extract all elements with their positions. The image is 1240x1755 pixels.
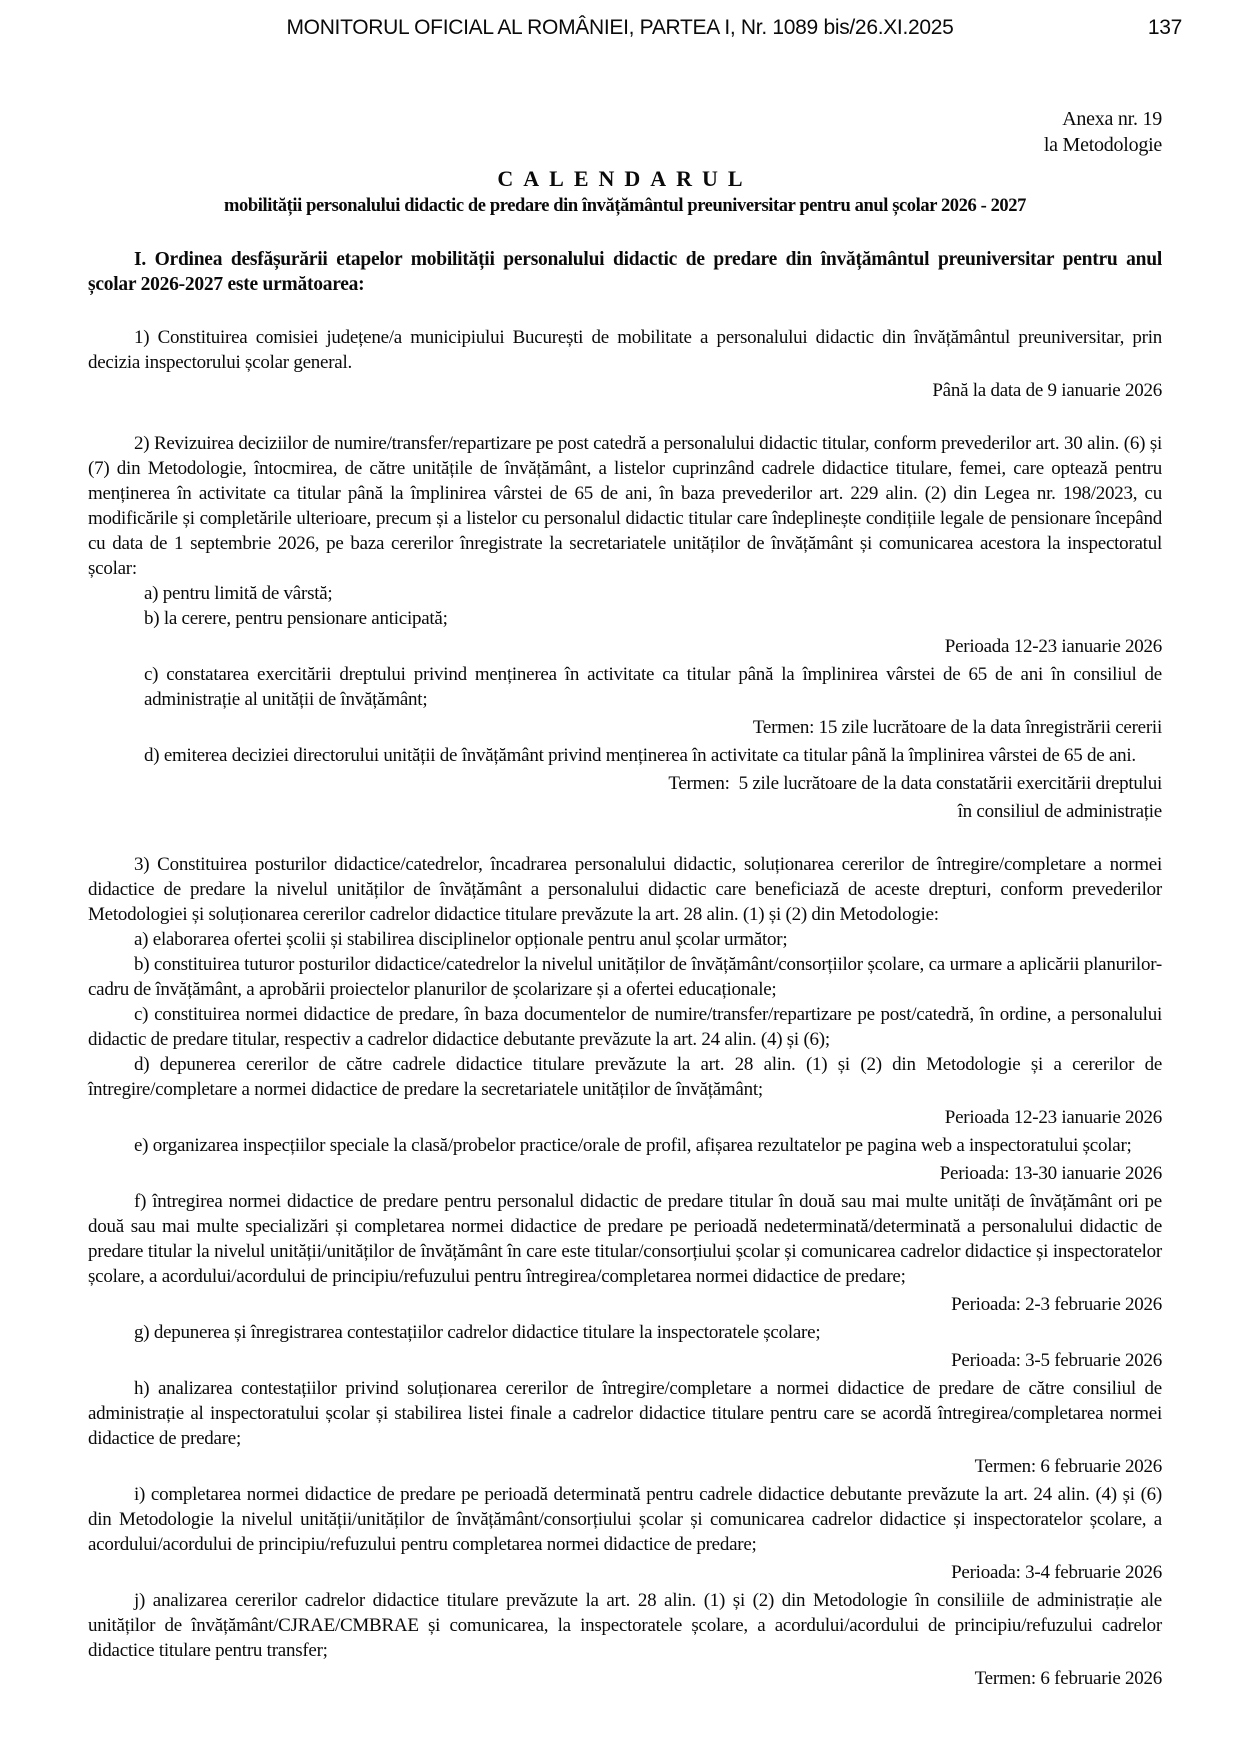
list-item: a) elaborarea ofertei școlii și stabilirea disciplinelor opționale pentru anul școlar următor; <box>134 929 788 950</box>
list-item: f) întregirea normei didactice de predare pentru personalul didactic de predare titular în două sau mai multe unități de învățământ ori pe două sau mai multe specializări și completarea normei didactice de predare pe perioadă nedeterminată/determinată a personalului didactic de predare titular la nivelul unității/unităților de învățământ în care este titular/consorțiului școlar și comunicarea cadrelor didactice și inspectoratelor școlare, a acordului/acordului de principiu/refuzului pentru întregirea/completarea normei didactice de predare; <box>88 1191 1162 1287</box>
list-item: d) depunerea cererilor de către cadrele didactice titulare prevăzute la art. 28 alin. (1) și (2) din Metodologie și a cererilor de întregire/completare a normei didactice de predare la secretariatele unităților de învățământ; <box>88 1054 1162 1100</box>
deadline-line: Perioada: 3-4 februarie 2026 <box>951 1562 1162 1583</box>
deadline-line: Perioada 12-23 ianuarie 2026 <box>944 636 1162 657</box>
document-title: CALENDARUL <box>497 166 753 191</box>
list-item: e) organizarea inspecțiilor speciale la clasă/probelor practice/orale de profil, afișarea rezultatelor pe pagina web a inspectoratului școlar; <box>134 1135 1132 1156</box>
annex-methodology: la Metodologie <box>1043 134 1162 156</box>
list-item: b) constituirea tuturor posturilor didactice/catedrelor la nivelul unităților de învățământ/consorțiilor școlare, ca urmare a aplicării planurilor-cadru de învățământ, a aprobării proiectelor planurilor de școlarizare și a ofertei educaționale; <box>88 954 1162 1000</box>
deadline-line: Perioada: 13-30 ianuarie 2026 <box>939 1163 1162 1184</box>
section-i-heading: I. Ordinea desfășurării etapelor mobilității personalului didactic de predare din învățământul preuniversitar pentru anul școlar 2026-2027 este următoarea: <box>88 249 1162 295</box>
document-subtitle: mobilității personalului didactic de predare din învățământul preuniversitar pentru anul școlar 2026 - 2027 <box>224 196 1026 216</box>
deadline-line: Termen: 15 zile lucrătoare de la data înregistrării cererii <box>752 717 1162 738</box>
paragraph: 3) Constituirea posturilor didactice/catedrelor, încadrarea personalului didactic, soluționarea cererilor de întregire/completare a normei didactice de predare la nivelul unităților de învățământ a personalului didactic care beneficiază de aceste drepturi, conform prevederilor Metodologiei și soluționarea cererilor cadrelor didactice titulare prevăzute la art. 28 alin. (1) și (2) din Metodologie: <box>88 854 1162 925</box>
list-item: c) constituirea normei didactice de predare, în baza documentelor de numire/transfer/repartizare pe post/catedră, în ordine, a personalului didactic de predare titular, respectiv a cadrelor didactice debutante prevăzute la art. 24 alin. (4) și (6); <box>88 1004 1162 1050</box>
list-item: h) analizarea contestațiilor privind soluționarea cererilor de întregire/completare a normei didactice de predare de către consiliul de administrație al inspectoratului școlar și stabilirea listei finale a cadrelor didactice titulare pentru care se acordă întregirea/completarea normei didactice de predare; <box>88 1378 1162 1449</box>
list-item: i) completarea normei didactice de predare pe perioadă determinată pentru cadrele didactice debutante prevăzute la art. 24 alin. (4) și (6) din Metodologie la nivelul unității/unităților de învățământ/consorțiului școlar și comunicarea cadrelor didactice și inspectoratelor școlare, a acordului/acordului de principiu/refuzului pentru completarea normei didactice de predare; <box>88 1484 1162 1555</box>
list-item: j) analizarea cererilor cadrelor didactice titulare prevăzute la art. 28 alin. (1) și (2) din Metodologie în consiliile de administrație ale unităților de învățământ/CJRAE/CMBRAE și comunicarea, la inspectoratele școlare, a acordului/acordului de principiu/refuzului cadrelor didactice titulare pentru transfer; <box>88 1590 1162 1661</box>
annex-number: Anexa nr. 19 <box>1062 108 1162 130</box>
page-number: 137 <box>1147 16 1182 39</box>
list-item: d) emiterea deciziei directorului unității de învățământ privind menținerea în activitate ca titular până la împlinirea vârstei de 65 de ani. <box>144 745 1136 766</box>
deadline-line: în consiliul de administrație <box>957 801 1162 822</box>
list-item: c) constatarea exercitării dreptului privind menținerea în activitate ca titular până la împlinirea vârstei de 65 de ani în consiliul de administrație al unității de învățământ; <box>144 664 1162 710</box>
document-body <box>88 325 1162 1691</box>
running-head <box>0 0 1240 56</box>
list-item: b) la cerere, pentru pensionare anticipată; <box>144 608 448 629</box>
paragraph: 1) Constituirea comisiei județene/a municipiului București de mobilitate a personalului didactic din învățământul preuniversitar, prin decizia inspectorului școlar general. <box>88 327 1162 373</box>
deadline-line: Perioada: 2-3 februarie 2026 <box>951 1294 1162 1315</box>
masthead-title: MONITORUL OFICIAL AL ROMÂNIEI, PARTEA I, Nr. 1089 bis/26.XI.2025 <box>286 16 954 39</box>
deadline-line: Termen: 5 zile lucrătoare de la data constatării exercitării dreptului <box>668 773 1162 794</box>
deadline-line: Termen: 6 februarie 2026 <box>974 1456 1162 1477</box>
deadline-line: Termen: 6 februarie 2026 <box>974 1668 1162 1689</box>
list-item: g) depunerea și înregistrarea contestațiilor cadrelor didactice titulare la inspectoratele școlare; <box>134 1322 821 1343</box>
annex-reference <box>88 106 1162 158</box>
document-content <box>0 106 1240 1691</box>
deadline-line: Până la data de 9 ianuarie 2026 <box>932 380 1162 401</box>
paragraph: 2) Revizuirea deciziilor de numire/transfer/repartizare pe post catedră a personalului didactic titular, conform prevederilor art. 30 alin. (6) și (7) din Metodologie, întocmirea, de către unitățile de învățământ, a listelor cuprinzând cadrele didactice titulare, femei, care optează pentru menținerea în activitate ca titular până la împlinirea vârstei de 65 de ani, în baza prevederilor art. 229 alin. (2) din Legea nr. 198/2023, cu modificările și completările ulterioare, precum și a listelor cu personalul didactic titular care îndeplinește condițiile legale de pensionare începând cu data de 1 septembrie 2026, pe baza cererilor înregistrate la secretariatele unităților de învățământ și comunicarea acestora la inspectoratul școlar: <box>88 433 1162 579</box>
deadline-line: Perioada: 3-5 februarie 2026 <box>951 1350 1162 1371</box>
deadline-line: Perioada 12-23 ianuarie 2026 <box>944 1107 1162 1128</box>
list-item: a) pentru limită de vârstă; <box>144 583 333 604</box>
